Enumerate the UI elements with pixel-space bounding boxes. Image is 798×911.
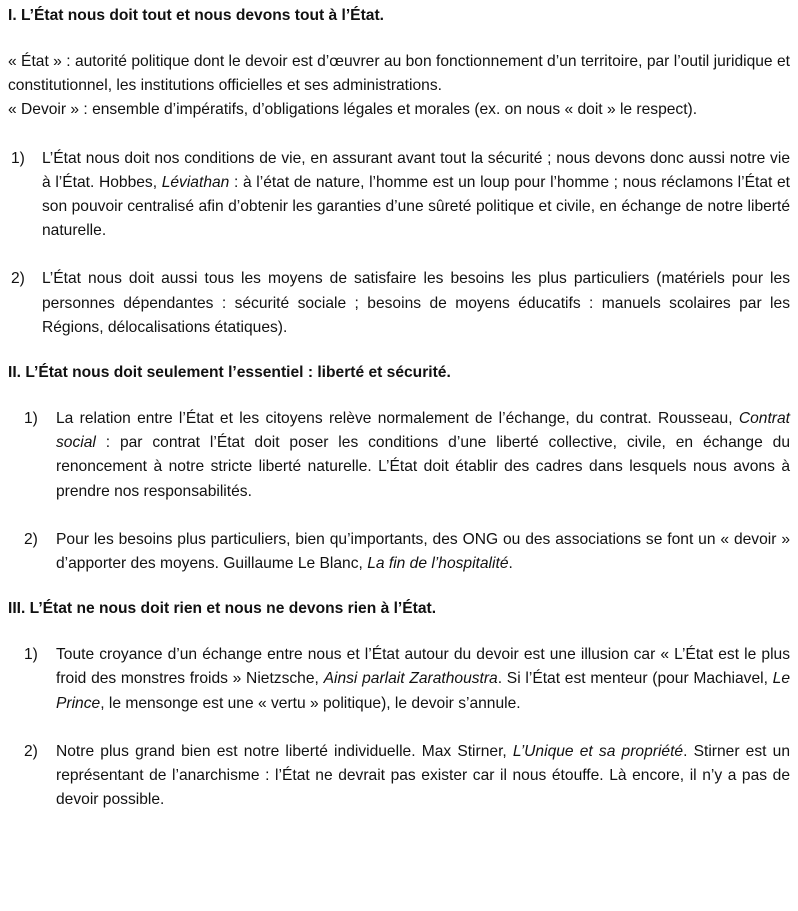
document-page xyxy=(8,2,790,812)
item-text: . Stirner est un représentant de l’anarchisme : l’État ne devrait pas exister car il nous étouffe. Là encore, il n’y a pas de devoir possible. xyxy=(56,742,790,809)
work-title: Ainsi parlait Zarathoustra xyxy=(323,670,498,688)
section-2-item-1 xyxy=(8,407,790,504)
section-1-heading: I. L’État nous doit tout et nous devons tout à l’État. xyxy=(8,7,384,24)
item-text: Notre plus grand bien est notre liberté individuelle. Max Stirner, xyxy=(56,742,513,760)
section-2-item-2 xyxy=(8,528,790,576)
list-number: 1) xyxy=(11,149,25,167)
list-number: 2) xyxy=(24,742,38,760)
item-text: : par contrat l’État doit poser les conditions d’une liberté collective, civile, en échange du renoncement à notre stricte liberté naturelle. L’État doit établir des cadres dans lesquels nous avons à prendre nos responsabilités. xyxy=(56,434,790,500)
section-2-heading: II. L’État nous doit seulement l’essentiel : liberté et sécurité. xyxy=(8,364,451,382)
section-1 xyxy=(8,4,790,340)
item-text: Pour les besoins plus particuliers, bien qu’importants, des ONG ou des associations se font un « devoir » d’apporter des moyens. Guillaume Le Blanc, xyxy=(56,530,790,573)
work-title: La fin de l’hospitalité xyxy=(367,555,509,573)
list-number: 1) xyxy=(24,410,38,428)
section-3-heading: III. L’État ne nous doit rien et nous ne devons rien à l’État. xyxy=(8,600,437,618)
item-text: , le mensonge est une « vertu » politique), le devoir s’annule. xyxy=(100,694,521,712)
work-title: Léviathan xyxy=(161,173,230,191)
work-title: Le Prince xyxy=(56,670,791,712)
list-number: 2) xyxy=(24,530,38,548)
section-3-item-1 xyxy=(8,643,790,716)
definitions xyxy=(8,50,790,123)
item-text: : à l’état de nature, l’homme est un loup pour l’homme ; nous réclamons l’État et son pouvoir centralisé afin d’obtenir les garanties d’une sûreté politique et civile, en échange de notre liberté naturelle. xyxy=(42,173,790,240)
list-number: 2) xyxy=(11,270,25,288)
section-3 xyxy=(8,597,790,812)
item-text: Toute croyance d’un échange entre nous et l’État autour du devoir est une illusion car « L’État est le plus froid des monstres froids » Nietzsche, xyxy=(56,646,790,688)
section-2 xyxy=(8,361,790,576)
list-number: 1) xyxy=(24,646,38,664)
section-1-item-1 xyxy=(8,147,790,244)
item-text: La relation entre l’État et les citoyens relève normalement de l’échange, du contrat. Rousseau, xyxy=(56,410,739,428)
item-text: L’État nous doit nos conditions de vie, en assurant avant tout la sécurité ; nous devons donc aussi notre vie à l’État. Hobbes, xyxy=(42,149,790,191)
section-1-item-2 xyxy=(8,267,790,340)
section-3-item-2 xyxy=(8,740,790,813)
work-title: Contrat social xyxy=(56,410,790,452)
item-text: L’État nous doit aussi tous les moyens de satisfaire les besoins les plus particuliers (matériels pour les personnes dépendantes : sécurité sociale ; besoins de moyens éducatifs : manuels scolaires par les Régions, délocalisations étatiques). xyxy=(42,270,790,336)
work-title: L’Unique et sa propriété xyxy=(512,742,684,760)
definition-devoir: « Devoir » : ensemble d’impératifs, d’obligations légales et morales (ex. on nous « doit » le respect). xyxy=(8,101,698,119)
item-text: . xyxy=(508,555,513,573)
definition-etat: « État » : autorité politique dont le devoir est d’œuvrer au bon fonctionnement d’un territoire, par l’outil juridique et constitutionnel, les institutions officielles et ses administrations. xyxy=(8,53,790,95)
item-text: . Si l’État est menteur (pour Machiavel, xyxy=(497,670,773,688)
